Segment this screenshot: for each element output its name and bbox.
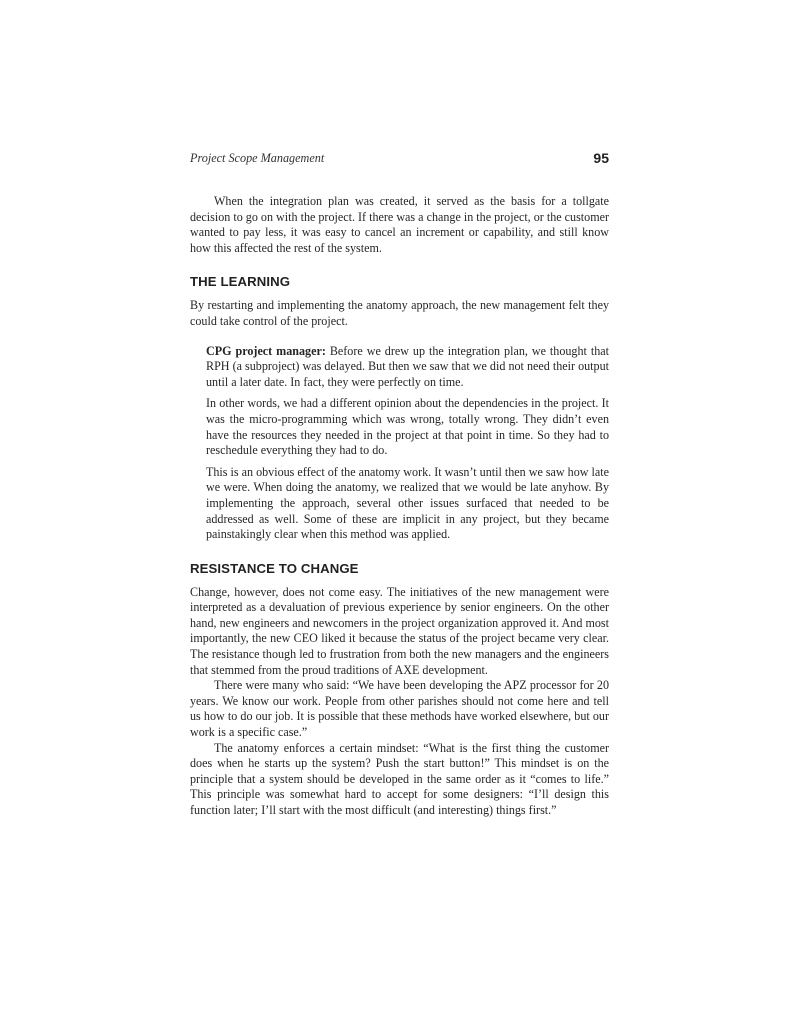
quote-paragraph-1-text: Before we drew up the integration plan, we thought that RPH (a subproject) was delayed. But then we saw that we did not need their output until a later date. In fact, they were perfectly on time. [206, 343, 609, 389]
resistance-paragraph-2: There were many who said: “We have been developing the APZ processor for 20 years. We know our work. People from other parishes should not come here and tell us how to do our job. It is possible that these methods have worked elsewhere, but our work is a specific case.” [190, 678, 609, 740]
page-number: 95 [593, 150, 609, 166]
heading-the-learning: THE LEARNING [190, 274, 291, 290]
quote-paragraph-2: In other words, we had a different opinion about the dependencies in the project. It was the micro-programming which was wrong, totally wrong. They didn’t even have the resources they needed in the project at that point in time. So they had to reschedule everything they had to do. [206, 396, 609, 458]
learning-paragraph: By restarting and implementing the anatomy approach, the new management felt they could take control of the project. [190, 298, 609, 328]
running-head [190, 150, 609, 168]
page-body [190, 194, 609, 819]
quote-paragraph-1 [206, 344, 609, 391]
running-head-title: Project Scope Management [190, 151, 325, 165]
block-quote [206, 344, 609, 543]
intro-paragraph: When the integration plan was created, it served as the basis for a tollgate decision to go on with the project. If there was a change in the project, or the customer wanted to pay less, it was easy to cancel an increment or capability, and still know how this affected the rest of the system. [190, 194, 609, 255]
quote-paragraph-3: This is an obvious effect of the anatomy work. It wasn’t until then we saw how late we were. When doing the anatomy, we realized that we would be late anyhow. By implementing the approach, several other issues surfaced that needed to be addressed as well. Some of these are implicit in any project, but they became painstakingly clear when this method was applied. [206, 464, 609, 542]
resistance-paragraph-1: Change, however, does not come easy. The initiatives of the new management were interpreted as a devaluation of previous experience by senior engineers. On the other hand, new engineers and newcomers in the project organization approved it. And most importantly, the new CEO liked it because the status of the project became very clear. The resistance though led to frustration from both the new managers and the engineers that stemmed from the proud traditions of AXE development. [190, 584, 609, 677]
heading-resistance-to-change: RESISTANCE TO CHANGE [190, 560, 359, 576]
quote-speaker: CPG project manager: [206, 343, 326, 358]
resistance-paragraph-3: The anatomy enforces a certain mindset: “What is the first thing the customer does when he starts up the system? Push the start button!” This mindset is on the principle that a system should be developed in the same order as it “comes to life.” This principle was somewhat hard to accept for some designers: “I’ll design this function later; I’ll start with the most difficult (and interesting) things first.” [190, 740, 609, 817]
